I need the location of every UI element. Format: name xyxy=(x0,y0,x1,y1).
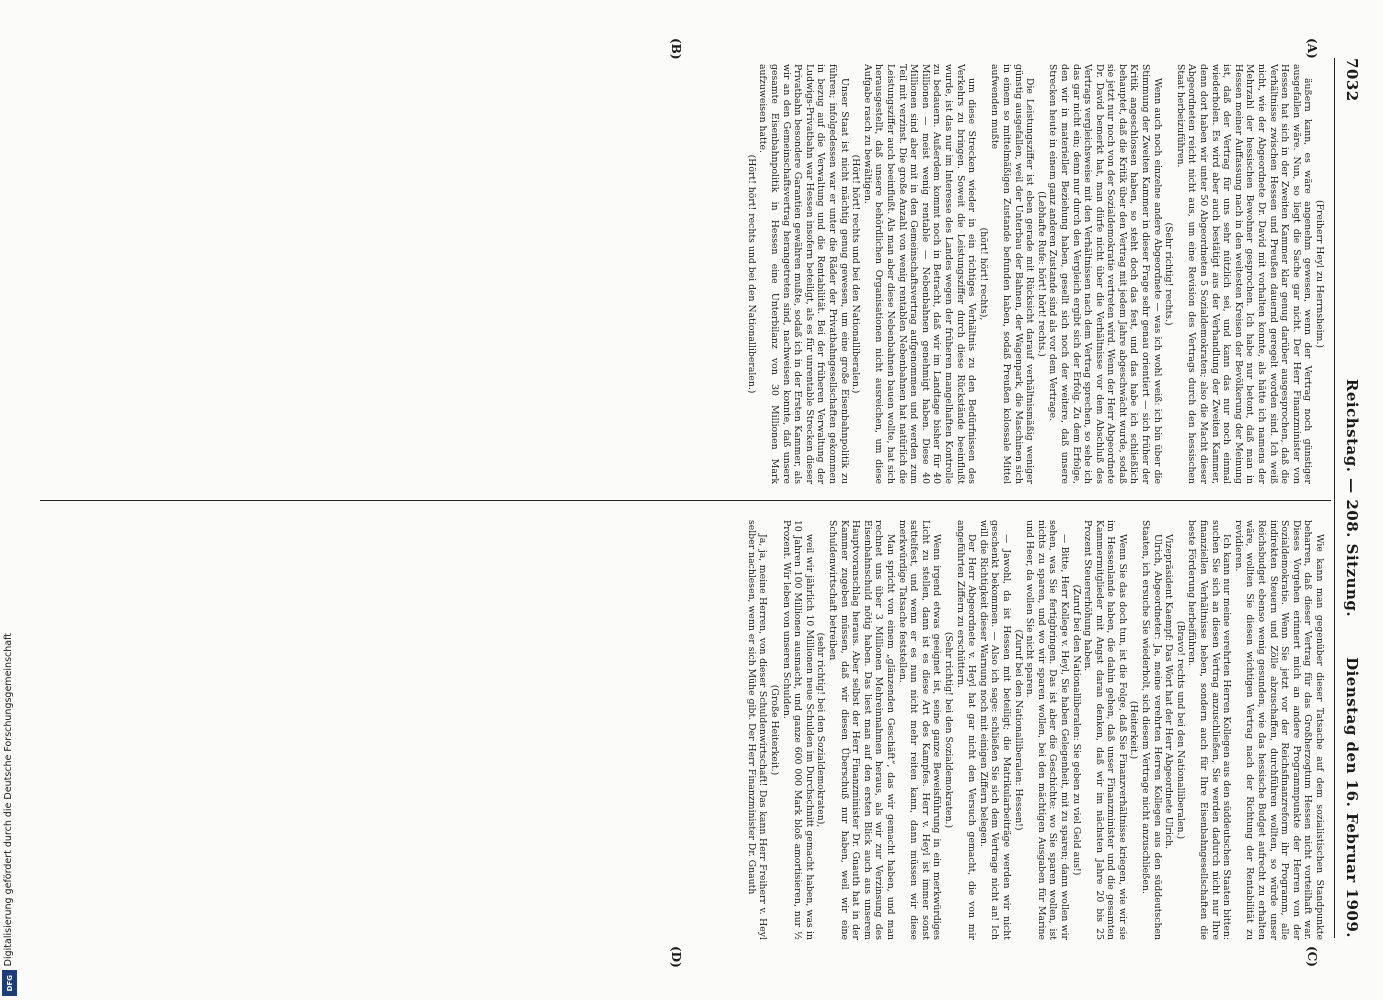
margin-marker-c: (C) xyxy=(1305,946,1319,967)
running-header xyxy=(1335,58,1365,938)
paragraph: um diese Strecken wieder in ein richtiges Verhältnis zu den Bedürfnissen des Verkehrs zu bringen. Soweit die Leistungsziffer durch diese Rückstände beeinflußt wurde, ist das nur im Interesse des Landes wegen der früheren mangelhaften Kontrolle zu bedauern. Außerdem kommt noch in Betracht, daß wir im Landtage bisher für 40 Millionen — meist wenig rentable — Nebenbahnen genehmigt haben. Diese 40 Millionen sind aber mit in den Gemeinschaftsvertrag aufgenommen und werden zum Teil mit verzinst. Die große Anzahl von wenig rentablen Nebenbahnen hat natürlich die Leistungsziffer auch beeinflußt. Als man aber diese Nebenbahnen bauen wollte, hat sich herausgestellt, daß unsere behördlichen Organisationen nicht ausreichen, um diese Aufgabe rasch zu bewältigen. xyxy=(861,64,978,484)
column-divider xyxy=(40,500,1331,501)
left-column xyxy=(44,64,1325,484)
funding-notice: Digitalisierung gefördert durch die Deutsche Forschungsgemeinschaft xyxy=(3,632,14,966)
header-rule xyxy=(1334,58,1335,938)
interjection: (Hört! hört! rechts und bei den Nationalliberalen.) xyxy=(850,154,862,394)
page-number: 7032 xyxy=(1343,58,1361,102)
interjection: (Lebhafte Rufe: hört! hört! rechts.) xyxy=(1035,191,1047,357)
paragraph: weil wir jährlich 10 Millionen neue Schulden im Durchschnitt gemacht haben, was in 10 Jahren 100 Millionen ausmacht, und ganze 600 000 Mark bloß amortisieren, nur ½ Prozent. Wir leben von unseren Schulden. xyxy=(780,520,815,940)
margin-marker-d: (D) xyxy=(669,946,683,968)
dfg-logo-icon xyxy=(2,970,17,996)
paragraph: Vizepräsident Kaempf: Das Wort hat der Herr Abgeordnete Ulrich. xyxy=(1163,534,1175,850)
header-date: Dienstag den 16. Februar 1909. xyxy=(1343,657,1361,938)
paragraph: Die Leistungsziffer ist eben gerade mit Rücksicht darauf verhältnismäßig weniger günstig ausgefallen, weil der Unterbau der Bahnen, der Wagenpark, die Maschinen sich in einem so mittelmäßigen Zustande befunden haben, sodaß Preußen kolossale Mittel aufwenden mußte xyxy=(989,64,1036,484)
paragraph: Unser Staat ist nicht mächtig genug gewesen, um eine große Eisenbahnpolitik zu führen; infolgedessen war er unter die Räder der Privatbahngesellschaften gekommen in bezug auf die Verwaltung und die Rentabilität. Bei der früheren Verwaltung der Ludwigs-Privatbahn war Hessen insofern beteiligt, als es für unrentable Strecken dieser Privatbahn besondere Garantien gewähren mußte, sodaß ich in der Ersten Kammer, als wir an den Gemeinschaftsvertrag herangetreten sind, nachweisen konnte, daß unsere gesamte Eisenbahnpolitik in Hessen eine Unterbilanz von 30 Millionen Mark aufzuweisen hatte. xyxy=(757,64,850,484)
paragraph: Wenn Sie das doch tun, ist die Folge, daß Sie Finanzverhältnisse kriegen, wie wir sie im Hessenlande haben, die dahin gehen, daß unser Finanzminister und die gesamten Kammermitglieder mit Angst daran denken, daß wir im nächsten Jahre 20 bis 25 Prozent Steuererhöhung haben. xyxy=(1082,520,1128,940)
paragraph: Der Herr Abgeordnete v. Heyl hat gar nicht den Versuch gemacht, die von mir angeführten Ziffern zu erschüttern. xyxy=(954,520,978,940)
interjection: (hört! hört! rechts), xyxy=(977,227,989,321)
interjection: (sehr richtig! bei den Sozialdemokraten), xyxy=(815,632,827,828)
margin-marker-a: (A) xyxy=(1305,38,1319,59)
header-title: Reichstag. — 208. Sitzung. xyxy=(1343,378,1361,618)
interjection: (Große Heiterkeit.) xyxy=(769,684,781,776)
interjection: (Heiterkeit.) xyxy=(1128,700,1140,760)
paragraph: äußern kann, es wäre angenehm gewesen, wenn der Vertrag noch günstiger ausgefallen wäre. Nun, so liegt die Sache gar nicht. Der Herr Finanzminister von Hessen hat sich in der Zweiten Kammer klar genug darüber ausgesprochen, daß die Verhältnisse zwischen Hessen und Preußen dauernd geregelt worden sind. Ich weiß nicht, wie der Abgeordnete Dr. David mit vorhalten konnte, als hätte ich namens der Mehrzahl der hessischen Bewohner gesprochen. Ich habe nur betont, daß man in Hessen meiner Auffassung nach in den weitesten Kreisen der Bevölkerung der Meinung ist, daß der Vertrag für uns sehr nützlich sei, und kann das nur noch einmal wiederholen. Es wird aber auch bestätigt aus der Verhandlung der Zweiten Kammer, denn dort haben wir unter 50 Abgeordneten 5 Sozialdemokraten; also die Macht dieser Abgeordneten reicht nicht aus, um eine Revision des Vertrags durch den hessischen Staat herbeizuführen. xyxy=(1174,64,1314,484)
digitization-footer xyxy=(2,0,18,1000)
paragraph: Ulrich, Abgeordneter: Ja, meine verehrten Herren Kollegen aus den süddeutschen Staaten, ich ersuche Sie wiederholt, sich diesem Vertrage nicht anzuschließen. xyxy=(1140,520,1163,940)
interjection: (Sehr richtig! rechts.) xyxy=(1163,222,1175,326)
interjection: (Zuruf bei den Nationalliberalen: Sie geben zu viel Geld aus!) xyxy=(1070,584,1082,876)
paragraph: Wie kann man gegenüber dieser Tatsache auf dem sozialistischen Standpunkte beharren, daß dieser Vertrag für das Großherzogtum Hessen nicht vorteilhaft war. Dieses Vorgehen erinnert mich an andere Programmpunkte der Herren von der Sozialdemokratie. Wenn Sie jetzt vor der Reichsfinanzreform ihr Programm, alle indirekten Steuern und Zölle abzuschaffen, durchführen wollten, so würde unser Reichsbudget ebenso wenig gesunden, wie das hessische Budget aufrecht zu erhalten wäre, wollten Sie diesen wichtigen Vertrag nach der Richtung der Rentabilität zu revidieren. xyxy=(1232,520,1325,940)
interjection: (Bravo! rechts und bei den Nationalliberalen.) xyxy=(1174,620,1186,840)
interjection: (Freiherr Heyl zu Herrnsheim.) xyxy=(1314,199,1325,349)
margin-marker-b: (B) xyxy=(669,38,683,60)
right-column xyxy=(44,520,1325,940)
paragraph: Man spricht von einem „glänzenden Geschäft“, das wir gemacht haben, und man rechnet uns über 3 Millionen Mehreinnahmen heraus, als wir zur Verzinsung des Eisenbahnschuld nötig haben. Das liest man auf den ersten Blick auch aus unserem Hauptvoranschlag heraus. Aber selbst der Herr Finanzminister Dr. Gnauth hat in der Kammer zugeben müssen, daß wir diesen Überschuß nur haben, weil wir eine Schuldenwirtschaft betreiben xyxy=(827,520,897,940)
interjection: (Sehr richtig! bei den Sozialdemokraten.) xyxy=(943,631,954,829)
paragraph: Ja, ja, meine Herren, von dieser Schuldenwirtschaft! Das kann Herr Freiherr v. Heyl selber nachlesen, wenn er sich Mühe gibt. Der Herr Finanzminister Dr. Gnauth xyxy=(745,520,769,940)
paragraph: — Bitte, Herr Kollege v. Heyl, Sie haben Gelegenheit, mit zu sparen; dann wollen wir sehen, was Sie fertigbringen. Das ist aber die Geschichte: wo Sie sparen wollen, ist nichts zu sparen, und wo wir sparen wollen, bei den mächtigen Ausgaben für Marine und Heer, da wollen Sie nicht sparen. xyxy=(1024,520,1070,940)
interjection: (Zuruf bei den Nationalliberalen: Hessen!) xyxy=(1012,629,1024,831)
dfg-logo-text: DFG xyxy=(5,974,14,992)
interjection: (Hört! hört! rechts und bei den Nationalliberalen.) xyxy=(745,154,757,394)
paragraph: — Jawohl, da ist Hessen mit beteiligt; die Matrikularbeiträge werden wir nicht geschenkt bekommen. — Also ich sage: schließen Sie sich dem Vertrage nicht an! Ich will die Richtigkeit dieser Warnung noch mit einigen Ziffern belegen. xyxy=(977,520,1012,940)
paragraph: Wenn auch noch einzelne andere Abgeordnete — was ich wohl weiß: ich bin über die Stimmung der Zweiten Kammer in dieser Frage sehr genau orientiert — sich früher der Kritik angeschlossen haben, so steht doch das fest, und das habe ich schließlich behauptet, daß die Kritik über den Vertrag mit jedem Jahre abgeschwächt wurde, sodaß sie jetzt nur noch von der Sozialdemokratie vertreten wird. Wenn der Herr Abgeordnete Dr. David bemerkt hat, man dürfe nicht über die Verhältnisse vor dem Abschluß des Vertrags vergleichsweise mit den Verhältnissen nach dem Vertrag sprechen, so sehe ich das gar nicht ein; denn nur durch den Vergleich ergibt sich der Erfolg. Zu dem Erfolge, den wir in materieller Beziehung haben, gesellt sich noch der weitere, daß unsere Strecken heute in einem ganz anderen Zustande sind als vor dem Vertrage. xyxy=(1047,64,1163,484)
paragraph: Ich kann nur meine verehrten Herren Kollegen aus den süddeutschen Staaten bitten: suchen Sie sich an diesen Vertrag anzuschließen, Sie werden dadurch nicht nur Ihre finanziellen Verhältnisse heben, sondern auch für Ihre Eisenbahngesellschaften die beste Förderung herbeiführen. xyxy=(1186,520,1233,940)
paragraph: Wenn irgend etwas geeignet ist, seine ganze Beweisführung in ein merkwürdiges Licht zu stellen, dann ist es diese Art des Kampfes. Herr v. Heyl ist immer sonst sattelfest, und wenn er es nun nicht mehr reiten kann, dann müssen wir diese merkwürdige Tatsache feststellen. xyxy=(896,520,943,940)
